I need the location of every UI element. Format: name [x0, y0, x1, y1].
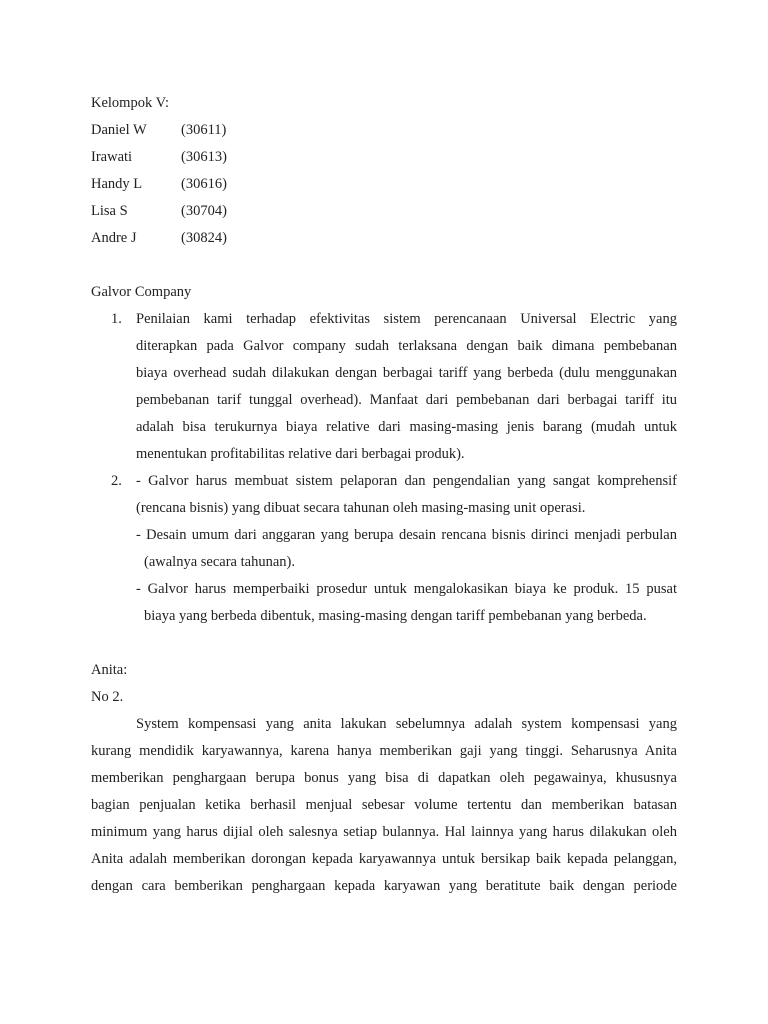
member-name: Andre J [91, 230, 137, 246]
member-name: Handy L [91, 176, 143, 192]
section-subtitle: No 2. [91, 689, 124, 705]
list-number: 1. [111, 311, 122, 327]
paragraph-line: - Galvor harus membuat sistem pelaporan dan pengendalian yang sangat komprehensif [136, 473, 677, 489]
paragraph-line: biaya yang berbeda dibentuk, masing-masing dengan tariff pembebanan yang berbeda. [144, 608, 647, 624]
paragraph-line: dengan cara bemberikan penghargaan kepada karyawan yang beratitute baik dengan periode [91, 878, 677, 894]
paragraph-line: Penilaian kami terhadap efektivitas sistem perencanaan Universal Electric yang [136, 311, 677, 327]
member-code: (30613) [181, 149, 227, 165]
member-code: (30616) [181, 176, 227, 192]
paragraph-line: menentukan profitabilitas relative dari berbagai produk). [136, 446, 465, 462]
list-number: 2. [111, 473, 122, 489]
paragraph-line: biaya overhead sudah dilakukan dengan berbagai tariff yang berbeda (dulu menggunakan [136, 365, 677, 381]
paragraph-line: kurang mendidik karyawannya, karena hanya memberikan gaji yang tinggi. Seharusnya Anita [91, 743, 677, 759]
group-header: Kelompok V: [91, 95, 170, 111]
paragraph-line: - Desain umum dari anggaran yang berupa desain rencana bisnis dirinci menjadi perbulan [136, 527, 677, 543]
paragraph-line: (awalnya secara tahunan). [144, 554, 295, 570]
paragraph-line: - Galvor harus memperbaiki prosedur untuk mengalokasikan biaya ke produk. 15 pusat [136, 581, 677, 597]
member-name: Lisa S [91, 203, 128, 219]
paragraph-line: minimum yang harus dijial oleh salesnya setiap bulannya. Hal lainnya yang harus dilakukan oleh [91, 824, 677, 840]
member-code: (30611) [181, 122, 227, 138]
member-name: Daniel W [91, 122, 147, 138]
section-title-anita: Anita: [91, 662, 128, 678]
member-code: (30704) [181, 203, 227, 219]
paragraph-line: pembebanan tarif tunggal overhead). Manfaat dari pembebanan dari berbagai tariff itu [136, 392, 677, 408]
paragraph-line: System kompensasi yang anita lakukan sebelumnya adalah system kompensasi yang [136, 716, 677, 732]
section-title-galvor: Galvor Company [91, 284, 192, 300]
member-name: Irawati [91, 149, 133, 165]
paragraph-line: memberikan penghargaan berupa bonus yang bisa di dapatkan oleh pegawainya, khususnya [91, 770, 677, 786]
member-code: (30824) [181, 230, 227, 246]
paragraph-line: bagian penjualan ketika berhasil menjual sebesar volume tertentu dan memberikan batasan [91, 797, 677, 813]
paragraph-line: Anita adalah memberikan dorongan kepada karyawannya untuk bersikap baik kepada pelanggan, [91, 851, 677, 867]
paragraph-line: diterapkan pada Galvor company sudah terlaksana dengan baik dimana pembebanan [136, 338, 677, 354]
paragraph-line: adalah bisa terukurnya biaya relative dari masing-masing jenis barang (mudah untuk [136, 419, 677, 435]
paragraph-line: (rencana bisnis) yang dibuat secara tahunan oleh masing-masing unit operasi. [136, 500, 586, 516]
